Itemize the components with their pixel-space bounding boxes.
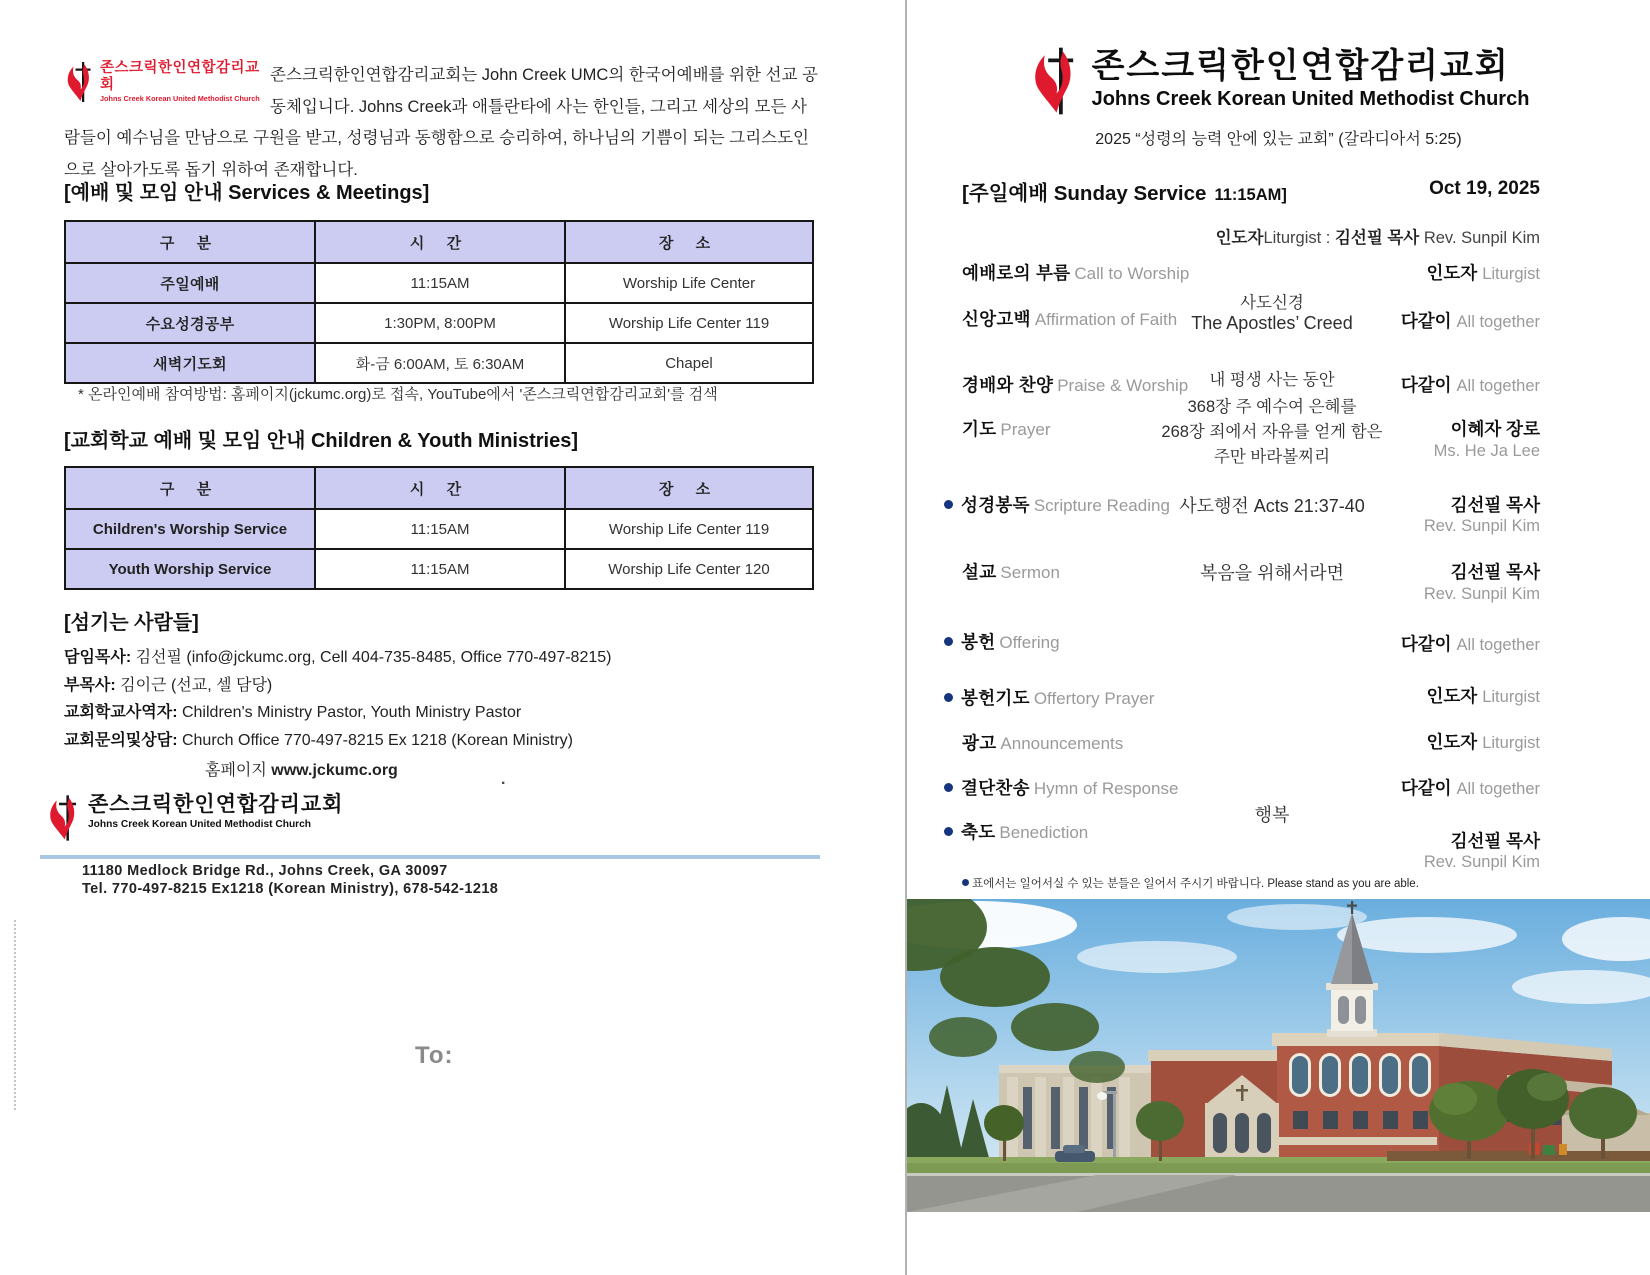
homepage-label: 홈페이지 — [205, 762, 272, 779]
annual-theme: 2025 “성령의 능력 안에 있는 교회” (갈라디아서 5:25) — [1095, 131, 1462, 148]
order-who: 다같이 All together — [1400, 375, 1540, 395]
staff-line-senior-pastor: 담임목사: 김선필 (info@jckumc.org, Cell 404-735-8485, Office 770-497-8215) — [64, 649, 612, 666]
logo-english-name: Johns Creek Korean United Methodist Church — [100, 94, 260, 103]
cell-place: Worship Life Center 119 — [565, 509, 813, 549]
order-who: 김선필 목사 — [1450, 831, 1540, 851]
order-who-english: Rev. Sunpil Kim — [1423, 517, 1540, 535]
cell-category: Youth Worship Service — [65, 549, 315, 589]
cell-category: 주일예배 — [65, 263, 315, 303]
order-who: 다같이 All together — [1400, 778, 1540, 798]
order-who: 다같이 All together — [1400, 634, 1540, 654]
mailing-to-label: To: — [415, 1042, 454, 1069]
liturgist-line — [907, 224, 1540, 248]
order-affirmation: 신앙고백 Affirmation of Faith — [962, 309, 1178, 329]
order-center-text: 복음을 위해서라면 — [1199, 563, 1345, 583]
address-block — [82, 863, 498, 898]
order-scripture-reading: 성경봉독 Scripture Reading — [944, 492, 1170, 517]
cell-time: 11:15AM — [315, 509, 565, 549]
table-row — [65, 303, 813, 343]
liturgist-en: Liturgist : — [1263, 229, 1335, 247]
staff-line-contact: 교회문의및상담: Church Office 770-497-8215 Ex 1218 (Korean Ministry) — [64, 731, 573, 749]
order-center-text: 주만 바라볼찌리 — [1213, 448, 1331, 466]
order-benediction: 축도 Benediction — [944, 819, 1088, 844]
church-name-korean: 존스크릭한인연합감리교회 — [1091, 47, 1510, 85]
order-offertory-prayer: 봉헌기도 Offertory Prayer — [944, 685, 1154, 710]
church-photo — [907, 899, 1650, 1212]
order-sermon: 설교 Sermon — [962, 562, 1060, 582]
church-header — [907, 46, 1650, 116]
cell-time: 11:15AM — [315, 263, 565, 303]
staff-line-church-school: 교회학교사역자: Children's Ministry Pastor, Youth Ministry Pastor — [64, 704, 522, 721]
col-header-time: 시 간 — [315, 467, 565, 509]
church-logo-footer — [46, 792, 466, 844]
cross-and-flame-icon — [1028, 46, 1080, 116]
table-row — [65, 263, 813, 303]
children-youth-table — [64, 466, 814, 590]
col-header-category: 구 분 — [65, 221, 315, 263]
service-title: [주일예배 Sunday Service — [962, 182, 1207, 205]
order-praise-worship: 경배와 찬양 Praise & Worship — [962, 375, 1189, 395]
services-table — [64, 220, 814, 384]
order-center-text: 사도행전 Acts 21:37-40 — [1179, 496, 1365, 516]
stand-bullet-icon — [962, 879, 969, 886]
order-center-text: 행복 — [1254, 805, 1290, 825]
cell-time: 1:30PM, 8:00PM — [315, 303, 565, 343]
table-row — [65, 343, 813, 383]
cell-place: Chapel — [565, 343, 813, 383]
order-hymn-of-response: 결단찬송 Hymn of Response — [944, 775, 1178, 800]
order-center-text: 내 평생 사는 동안 — [1209, 371, 1335, 389]
order-who: 이혜자 장로 — [1450, 419, 1540, 439]
section-title-services: [예배 및 모임 안내 Services & Meetings] — [64, 182, 430, 204]
cell-time: 11:15AM — [315, 549, 565, 589]
cell-category: 새벽기도회 — [65, 343, 315, 383]
order-center-text: The Apostles’ Creed — [1191, 313, 1353, 333]
cell-time: 화-금 6:00AM, 토 6:30AM — [315, 343, 565, 383]
col-header-place: 장 소 — [565, 221, 813, 263]
logo-english-name: Johns Creek Korean United Methodist Church — [88, 819, 312, 830]
cell-place: Worship Life Center 120 — [565, 549, 813, 589]
intro-block — [64, 60, 820, 186]
stray-period: . — [501, 771, 506, 788]
logo-korean-name: 존스크릭한인연합감리교회 — [88, 793, 344, 816]
order-who-english: Ms. He Ja Lee — [1433, 442, 1540, 460]
cross-and-flame-icon — [46, 792, 80, 844]
homepage-url: www.jckumc.org — [271, 762, 398, 779]
order-announcements: 광고 Announcements — [962, 733, 1124, 753]
order-who: 인도자 Liturgist — [1426, 263, 1540, 283]
address-line: 11180 Medlock Bridge Rd., Johns Creek, GA 30097 — [82, 863, 448, 879]
church-name-english: Johns Creek Korean United Methodist Church — [1091, 88, 1530, 110]
phone-line: Tel. 770-497-8215 Ex1218 (Korean Ministry), 678-542-1218 — [82, 880, 499, 897]
order-prayer: 기도 Prayer — [962, 419, 1051, 439]
order-center-text: 사도신경 — [1240, 294, 1304, 312]
cell-category: 수요성경공부 — [65, 303, 315, 343]
service-date: Oct 19, 2025 — [1429, 178, 1540, 199]
col-header-time: 시 간 — [315, 221, 565, 263]
order-who-english: Rev. Sunpil Kim — [1423, 853, 1540, 871]
table-header-row — [65, 221, 813, 263]
order-center-text: 368장 주 예수여 은혜를 — [1187, 398, 1357, 416]
order-call-to-worship: 예배로의 부름 Call to Worship — [962, 263, 1190, 283]
fold-dotted-line — [14, 920, 16, 1110]
mission-statement: 존스크릭한인연합감리교회는 John Creek UMC의 한국어예배를 위한 선교 공동체입니다. Johns Creek과 애틀란타에 사는 한인들, 그리고 세상의 모든 사람들이 예수님을 만남으로 구원을 받고, 성령님과 동행함으로 승리하여, 하나님의 기쁨이 되는 그리스도인으로 살아가도록 돕기 위하여 존재합니다. — [64, 66, 818, 179]
online-worship-note: * 온라인예배 참여방법: 홈페이지(jckumc.org)로 접속, YouTube에서 '존스크릭연합감리교회'를 검색 — [78, 386, 718, 403]
order-offering: 봉헌 Offering — [944, 629, 1060, 654]
logo-korean-name: 존스크릭한인연합감리교회 — [100, 60, 260, 93]
right-page — [907, 0, 1650, 1275]
church-logo-small — [64, 60, 264, 110]
order-who: 다같이 All together — [1400, 311, 1540, 331]
section-title-children-youth: [교회학교 예배 및 모임 안내 Children & Youth Ministries] — [64, 430, 579, 452]
cell-place: Worship Life Center 119 — [565, 303, 813, 343]
liturgist-name-ko: 김선필 목사 — [1334, 229, 1420, 247]
order-who: 인도자 Liturgist — [1426, 732, 1540, 752]
cell-place: Worship Life Center — [565, 263, 813, 303]
col-header-category: 구 분 — [65, 467, 315, 509]
liturgist-ko: 인도자 — [1215, 229, 1264, 247]
section-title-staff: [섬기는 사람들] — [64, 612, 199, 634]
liturgist-name-en: Rev. Sunpil Kim — [1419, 229, 1540, 247]
order-who-english: Rev. Sunpil Kim — [1423, 585, 1540, 603]
table-row — [65, 549, 813, 589]
col-header-place: 장 소 — [565, 467, 813, 509]
cell-category: Children's Worship Service — [65, 509, 315, 549]
order-center-text: 268장 죄에서 자유를 얻게 함은 — [1161, 423, 1383, 441]
order-who: 김선필 목사 — [1450, 562, 1540, 582]
order-who: 인도자 Liturgist — [1426, 686, 1540, 706]
stand-footnote: 표에서는 일어서실 수 있는 분들은 일어서 주시기 바랍니다. Please stand as you are able. — [962, 875, 1419, 891]
staff-line-associate-pastor: 부목사: 김이근 (선교, 셀 담당) — [64, 676, 273, 694]
service-time: 11:15AM] — [1214, 186, 1287, 204]
order-who: 김선필 목사 — [1450, 495, 1540, 515]
cross-and-flame-icon — [64, 60, 94, 104]
table-header-row — [65, 467, 813, 509]
homepage-line — [205, 757, 398, 780]
table-row — [65, 509, 813, 549]
staff-list — [64, 644, 824, 754]
footer-rule — [40, 855, 820, 859]
